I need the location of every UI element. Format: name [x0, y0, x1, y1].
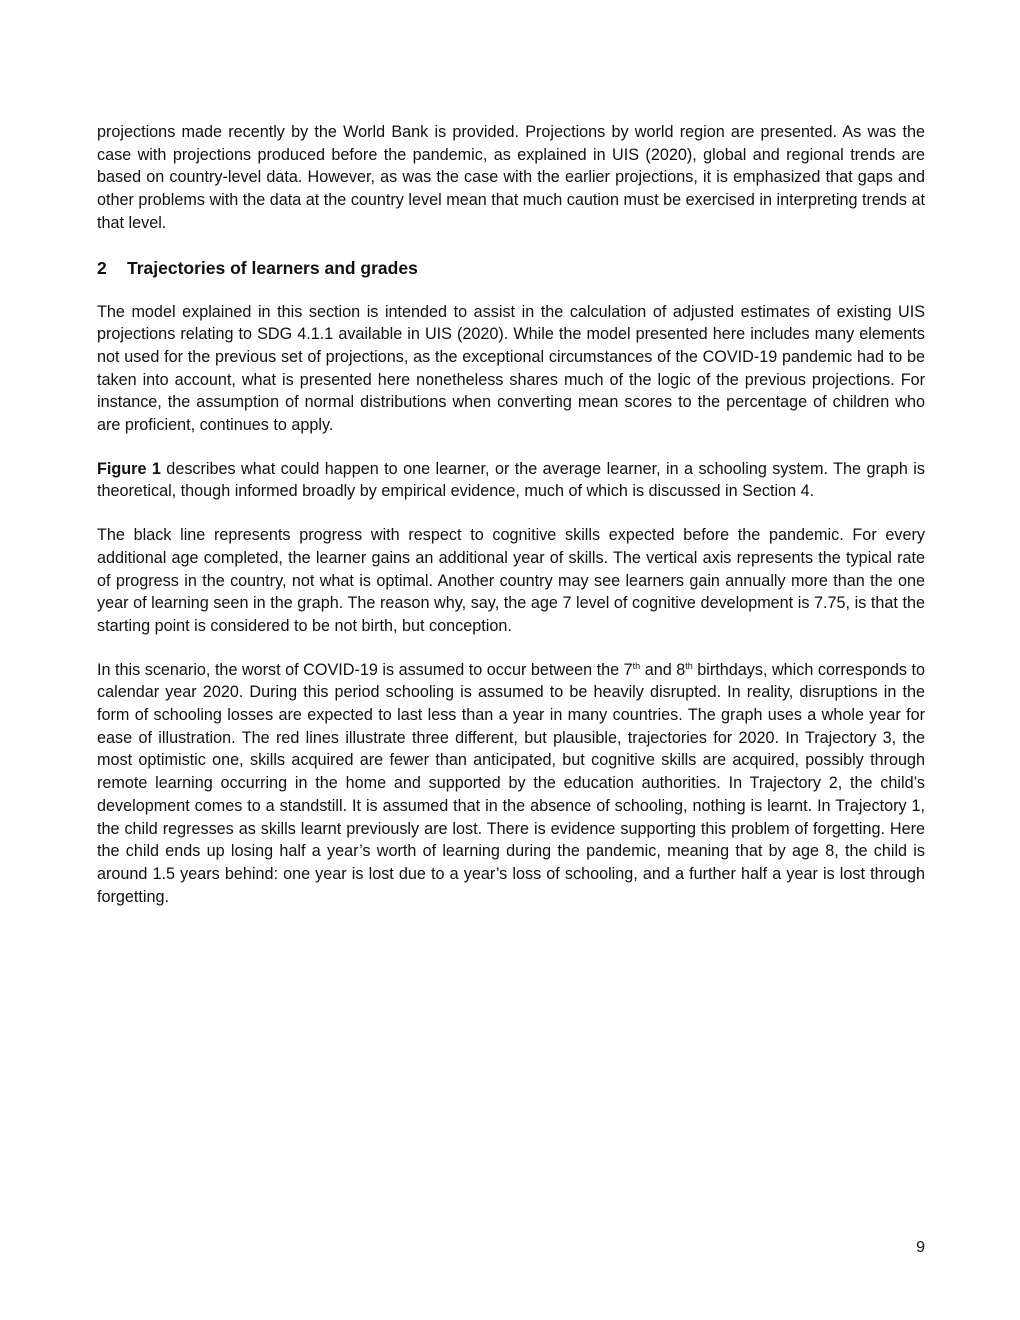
page-body — [97, 121, 925, 929]
paragraph-text: birthdays, which corresponds to calendar year 2020. During this period schooling is assumed to be heavily disrupted. In reality, disruptions in the form of schooling losses are expected to last less than a year in many countries. The graph uses a whole year for ease of illustration. The red lines illustrate three different, but plausible, trajectories for 2020. In Trajectory 3, the most optimistic one, skills acquired are fewer than anticipated, but cognitive skills are acquired, possibly through remote learning occurring in the home and supported by the education authorities. In Trajectory 2, the child’s development comes to a standstill. It is assumed that in the absence of schooling, nothing is learnt. In Trajectory 1, the child regresses as skills learnt previously are lost. There is evidence supporting this problem of forgetting. Here the child ends up losing half a year’s worth of learning during the pandemic, meaning that by age 8, the child is around 1.5 years behind: one year is lost due to a year’s loss of schooling, and a further half a year is lost through forgetting. — [97, 660, 925, 906]
paragraph-text: In this scenario, the worst of COVID-19 is assumed to occur between the 7 — [97, 660, 633, 679]
superscript: th — [685, 660, 693, 671]
section-title: Trajectories of learners and grades — [127, 257, 418, 278]
paragraph — [97, 458, 925, 503]
page-number: 9 — [916, 1239, 925, 1256]
paragraph: projections made recently by the World Bank is provided. Projections by world region are presented. As was the case with projections produced before the pandemic, as explained in UIS (2020), global and regional trends are based on country-level data. However, as was the case with the earlier projections, it is emphasized that gaps and other problems with the data at the country level mean that much caution must be exercised in interpreting trends at that level. — [97, 123, 925, 232]
figure-reference: Figure 1 — [97, 459, 161, 478]
paragraph-text: describes what could happen to one learner, or the average learner, in a schooling system. The graph is theoretical, though informed broadly by empirical evidence, much of which is discussed in Section 4. — [97, 459, 925, 501]
section-heading — [97, 256, 925, 280]
section-number: 2 — [97, 257, 107, 278]
paragraph: The black line represents progress with respect to cognitive skills expected before the pandemic. For every additional age completed, the learner gains an additional year of skills. The vertical axis represents the typical rate of progress in the country, not what is optimal. Another country may see learners gain annually more than the one year of learning seen in the graph. The reason why, say, the age 7 level of cognitive development is 7.75, is that the starting point is considered to be not birth, but conception. — [97, 526, 925, 635]
paragraph-text: and 8 — [640, 660, 686, 679]
paragraph — [97, 659, 925, 909]
paragraph: The model explained in this section is intended to assist in the calculation of adjusted estimates of existing UIS projections relating to SDG 4.1.1 available in UIS (2020). While the model presented here includes many elements not used for the previous set of projections, as the exceptional circumstances of the COVID-19 pandemic had to be taken into account, what is presented here nonetheless shares much of the logic of the previous projections. For instance, the assumption of normal distributions when converting mean scores to the percentage of children who are proficient, continues to apply. — [97, 302, 925, 435]
superscript: th — [632, 660, 641, 671]
